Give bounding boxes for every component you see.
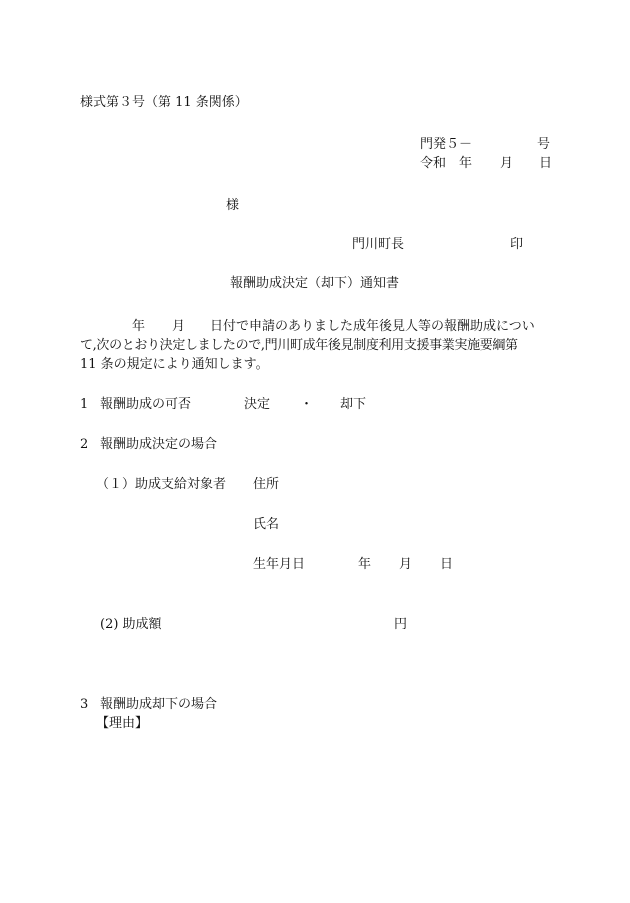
date-day: 日	[539, 156, 553, 171]
option-separator: ・	[300, 397, 314, 412]
issuer-title: 門川町長	[352, 237, 405, 252]
birth-year: 年	[358, 557, 372, 572]
amount-unit: 円	[394, 617, 408, 632]
date-era: 令和	[420, 156, 447, 171]
birth-date-label: 生年月日	[253, 557, 306, 572]
body-year: 年	[132, 319, 146, 334]
birth-day: 日	[440, 557, 454, 572]
sub1-label: （１）助成支給対象者	[96, 477, 227, 492]
form-label: 様式第３号（第 11 条関係）	[80, 95, 248, 110]
issuer-seal: 印	[510, 237, 524, 252]
document-title: 報酬助成決定（却下）通知書	[230, 276, 400, 291]
section3-number: 3	[80, 697, 89, 712]
date-year: 年	[459, 156, 473, 171]
reason-label: 【理由】	[96, 716, 149, 731]
document-number: 門発５－ 号	[419, 137, 550, 152]
body-line1: 日付で申請のありました成年後見人等の報酬助成につい	[210, 319, 535, 334]
body-line2: て,次のとおり決定しましたので,門川町成年後見制度利用支援事業実施要綱第	[80, 338, 518, 353]
name-label: 氏名	[253, 517, 280, 532]
option-decide: 決定	[244, 397, 271, 412]
option-reject: 却下	[340, 397, 367, 412]
birth-month: 月	[399, 557, 413, 572]
addressee-suffix: 様	[226, 198, 240, 213]
section2-number: 2	[80, 437, 89, 452]
sub2-label: (2) 助成額	[100, 617, 162, 632]
issue-date	[420, 157, 446, 170]
section2-label: 報酬助成決定の場合	[100, 437, 218, 452]
section3-label: 報酬助成却下の場合	[100, 697, 218, 712]
date-month: 月	[500, 156, 514, 171]
section1-number: 1	[80, 397, 89, 412]
section1-label: 報酬助成の可否	[100, 397, 192, 412]
address-label: 住所	[253, 477, 280, 492]
body-month: 月	[172, 319, 186, 334]
body-line3: 11 条の規定により通知します。	[80, 357, 269, 372]
